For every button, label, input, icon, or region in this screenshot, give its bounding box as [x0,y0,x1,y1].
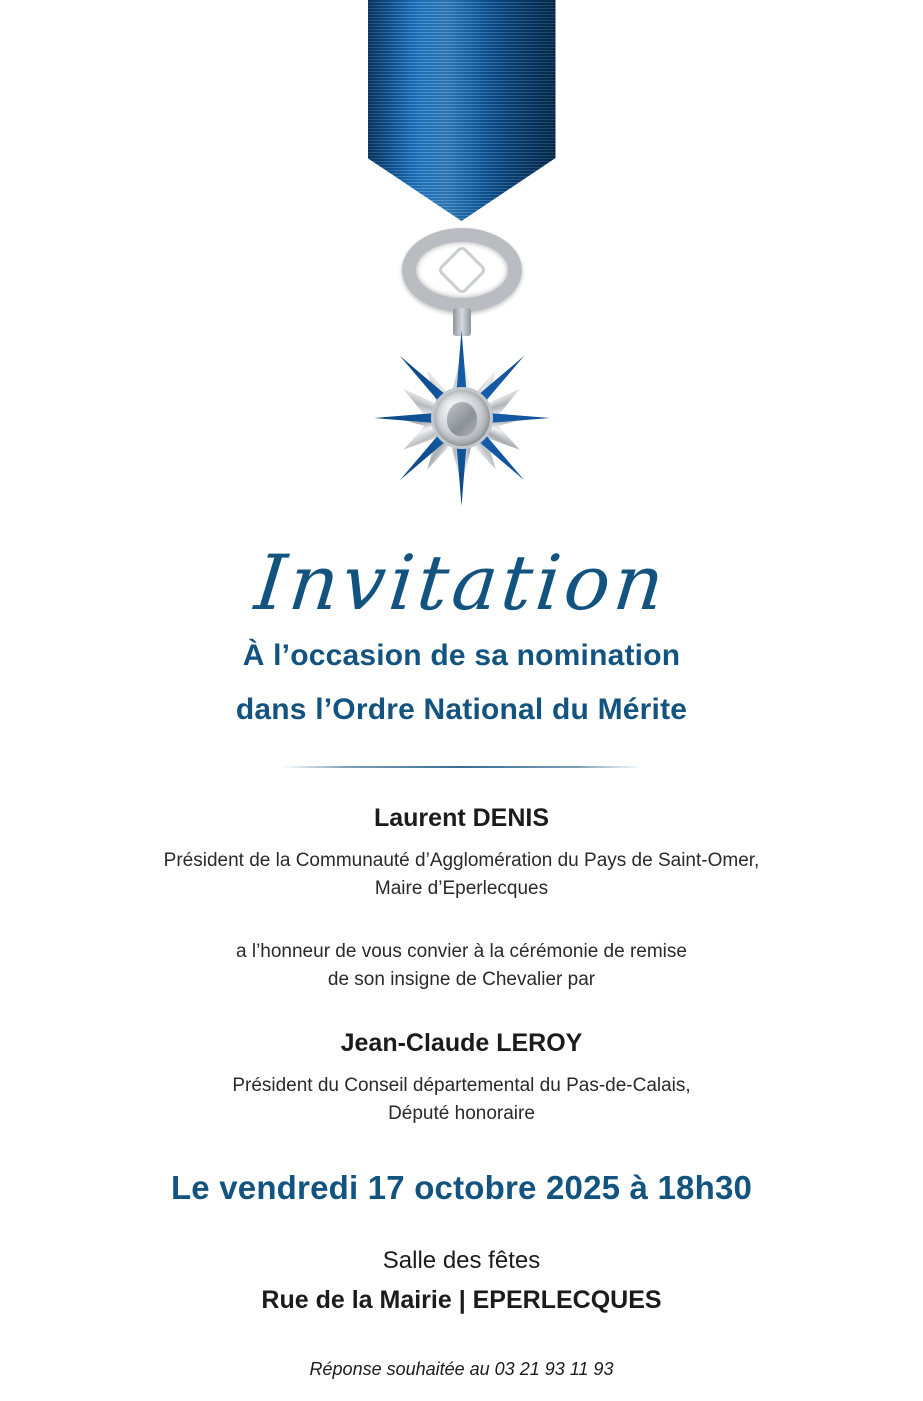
medal-wreath-icon [402,228,522,312]
rsvp-line: Réponse souhaitée au 03 21 93 11 93 [309,1358,614,1379]
invitation-subtitle [70,635,853,732]
section-divider [282,766,642,768]
event-date: Le vendredi 17 octobre 2025 à 18h30 [170,1169,753,1207]
honoree-role-line-1: Président de la Communauté d’Agglomération du Pays de Saint-Omer, [163,849,760,871]
honoree-role-line-2: Maire d’Eperlecques [374,877,549,899]
invitation-script-title: Invitation [251,538,673,627]
medal-cross-icon [374,330,550,506]
medal-ribbon-shading [368,0,556,221]
medal-illustration [0,0,923,515]
presenter-name: Jean-Claude LEROY [340,1029,583,1058]
invitation-body-line-1: a l’honneur de vous convier à la cérémonie de remise [236,941,687,963]
presenter-role-line-1: Président du Conseil départemental du Pas-de-Calais, [232,1075,691,1097]
invitation-subtitle-line-1: À l’occasion de sa nomination [242,638,681,672]
invitation-subtitle-line-2: dans l’Ordre National du Mérite [235,693,688,727]
venue-address: Rue de la Mairie | EPERLECQUES [261,1285,662,1314]
invitation-content [0,538,923,1380]
honoree-name: Laurent DENIS [373,803,550,832]
presenter-role-line-2: Député honoraire [388,1102,535,1124]
medal-medallion-icon [431,387,493,449]
invitation-body-line-2: de son insigne de Chevalier par [327,968,596,990]
venue-place: Salle des fêtes [382,1247,541,1275]
